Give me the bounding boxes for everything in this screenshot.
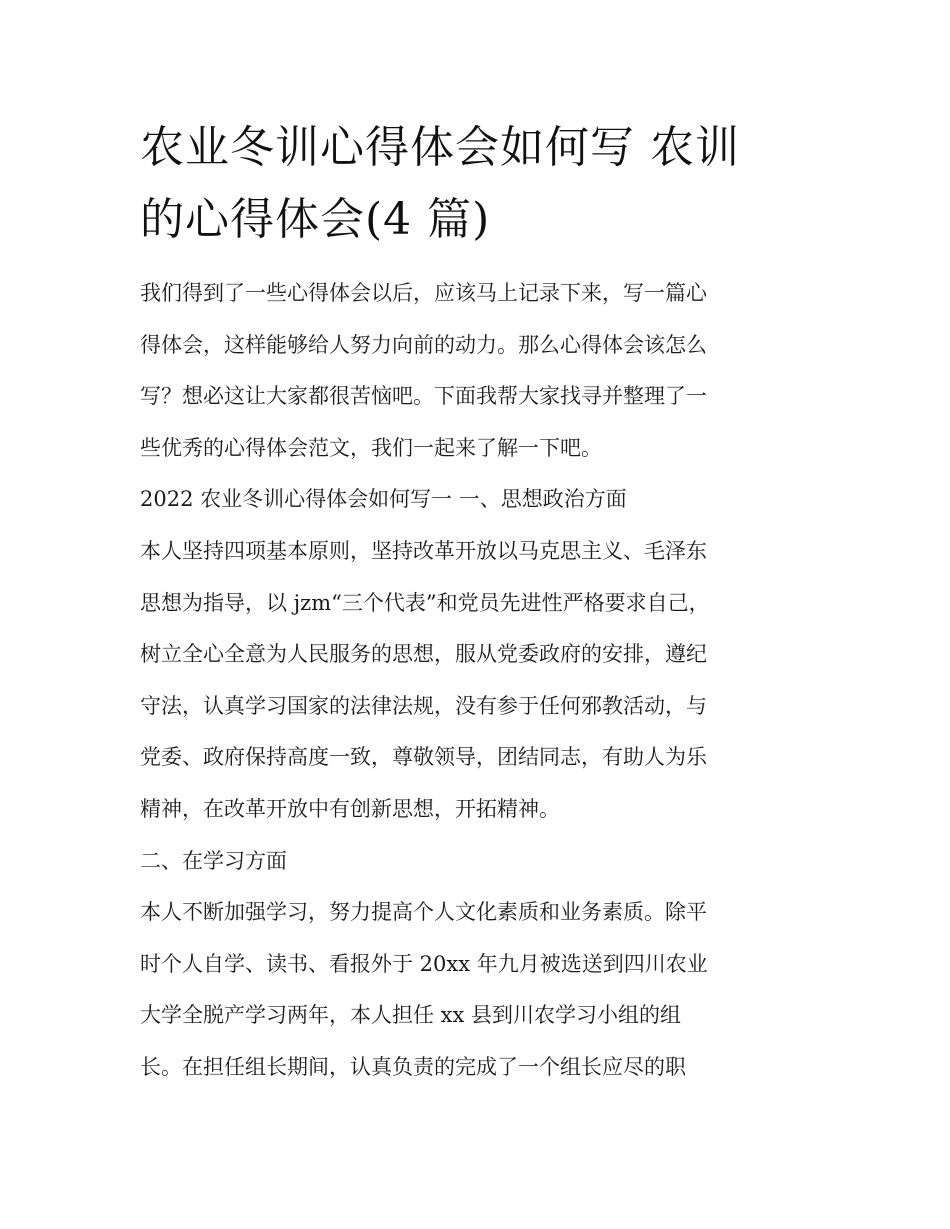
body-line: 长。在担任组长期间，认真负责的完成了一个组长应尽的职 (140, 1054, 686, 1079)
body-line: 得体会，这样能够给人努力向前的动力。那么心得体会该怎么 (140, 332, 707, 357)
body-line: 时个人自学、读书、看报外于 20xx 年九月被选送到四川农业 (140, 951, 708, 976)
section-heading-2: 二、在学习方面 (140, 848, 287, 873)
body-line: 思想为指导，以 jzm“三个代表”和党员先进性严格要求自己， (140, 590, 710, 615)
body-line: 些优秀的心得体会范文，我们一起来了解一下吧。 (140, 435, 602, 460)
title-line-2: 的心得体会(4 篇) (140, 194, 491, 245)
body-line: 本人坚持四项基本原则，坚持改革开放以马克思主义、毛泽东 (140, 538, 707, 563)
title-line-1: 农业冬训心得体会如何写 农训 (140, 122, 740, 173)
document-content (140, 112, 820, 1094)
body-line: 写？想必这让大家都很苦恼吧。下面我帮大家找寻并整理了一 (140, 384, 707, 409)
document-body (140, 268, 820, 1094)
document-title (140, 112, 820, 256)
body-line: 精神，在改革开放中有创新思想，开拓精神。 (140, 796, 560, 821)
section-heading-1: 2022 农业冬训心得体会如何写一 一、思想政治方面 (140, 487, 627, 512)
body-line: 党委、政府保持高度一致，尊敬领导，团结同志，有助人为乐 (140, 745, 707, 770)
body-line: 守法，认真学习国家的法律法规，没有参于任何邪教活动，与 (140, 693, 707, 718)
body-line: 树立全心全意为人民服务的思想，服从党委政府的安排，遵纪 (140, 642, 707, 667)
body-line: 我们得到了一些心得体会以后，应该马上记录下来，写一篇心 (140, 281, 707, 305)
body-line: 大学全脱产学习两年，本人担任 xx 县到川农学习小组的组 (140, 1003, 682, 1028)
body-line: 本人不断加强学习，努力提高个人文化素质和业务素质。除平 (140, 900, 707, 925)
